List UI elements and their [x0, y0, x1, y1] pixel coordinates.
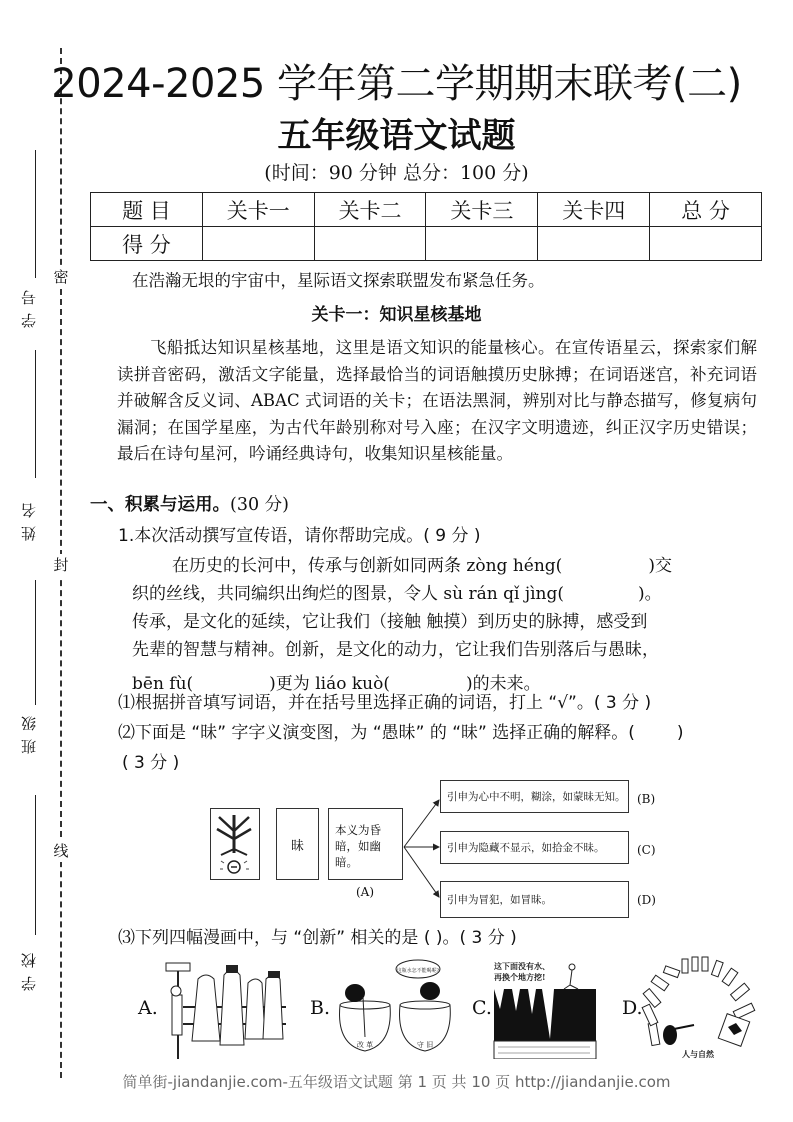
page-footer-watermark: 简单街-jiandanjie.com-五年级语文试题 第 1 页 共 10 页 http://jiandanjie.com: [122, 1073, 671, 1091]
branch-meaning-d: 引申为冒犯，如冒昧。: [440, 881, 629, 918]
mei-evolution-diagram: [200, 775, 680, 925]
name-label: 姓名: [20, 495, 38, 541]
school-line[interactable]: [35, 795, 36, 935]
branch-label-c: (C): [637, 843, 656, 857]
svg-text:这下面没有水、: 这下面没有水、: [494, 961, 550, 971]
comic-label-b: B.: [310, 997, 331, 1019]
header-cell: 总 分: [650, 193, 762, 227]
score-cell[interactable]: [538, 227, 650, 261]
passage-text: )的未来。: [465, 674, 541, 694]
name-line[interactable]: [35, 350, 36, 478]
school-label: 学校: [20, 945, 38, 991]
question1-passage: [132, 552, 754, 698]
question1-prompt: 1.本次活动撰写宣传语，请你帮助完成。( 9 分 ): [118, 526, 481, 546]
passage-text: )更为 liáo kuò(: [269, 674, 390, 694]
class-label: 班级: [20, 708, 38, 754]
intro-text: 在浩瀚无垠的宇宙中，星际语文探索联盟发布紧急任务。: [132, 271, 545, 290]
passage-text: bēn fù(: [132, 674, 194, 694]
header-cell: 关卡三: [426, 193, 538, 227]
header-cell: 关卡二: [314, 193, 426, 227]
score-table: [90, 192, 762, 261]
origin-label: (A): [356, 885, 375, 899]
comic-label-d: D.: [622, 997, 643, 1019]
comic-label-c: C.: [472, 997, 492, 1019]
exam-subtitle: 五年级语文试题: [277, 116, 516, 156]
header-cell: 关卡四: [538, 193, 650, 227]
branch-meaning-c: 引申为隐藏不显示，如拾金不昧。: [440, 831, 629, 864]
passage-text: 在历史的长河中，传承与创新如同两条 zòng héng(: [172, 556, 563, 576]
class-line[interactable]: [35, 580, 36, 705]
branch-label-d: (D): [637, 893, 656, 907]
comic-b-image[interactable]: [330, 957, 455, 1066]
score-table-score-row: [91, 227, 762, 261]
part1-points: (30 分): [230, 495, 289, 515]
comic-options: [130, 955, 770, 1065]
comic-label-a: A.: [138, 997, 158, 1019]
row-label: 得 分: [91, 227, 203, 261]
level1-title: 关卡一：知识星核基地: [311, 305, 482, 325]
comic-d-image[interactable]: [638, 955, 758, 1064]
svg-text:改 革: 改 革: [356, 1041, 374, 1049]
svg-text:这瓶水怎不能喝呢?: 这瓶水怎不能喝呢?: [396, 968, 440, 974]
modern-glyph-box: 昧: [276, 808, 319, 880]
passage-text: )。: [638, 584, 662, 604]
level1-description: 飞船抵达知识星核基地，这里是语文知识的能量核心。在宣传语星云，探索家们解读拼音密码，激活文字能量，选择最恰当的词语触摸历史脉搏；在词语迷宫，补充词语并破解含反义词、ABAC 式词语的关卡；在语法黑洞，辨别对比与静态描写，修复病句漏洞；在国学星座，为古代年龄别称对号入座；在汉字文明遗迹，纠正汉字历史错误；最后在诗句星河，吟诵经典诗句，收集知识星核能量。: [117, 338, 757, 463]
seal-char-feng: 封: [53, 556, 69, 574]
subquestion-2: [118, 720, 684, 746]
subquestion-2-points: ( 3 分 ): [122, 753, 180, 773]
comic-c-image[interactable]: [492, 959, 597, 1063]
svg-text:再换个地方挖!: 再换个地方挖!: [494, 972, 546, 982]
exam-title: 2024-2025 学年第二学期期末联考(二): [51, 61, 742, 107]
score-cell[interactable]: [314, 227, 426, 261]
svg-text:人与自然: 人与自然: [682, 1049, 714, 1059]
header-cell: 关卡一: [202, 193, 314, 227]
svg-text:守 旧: 守 旧: [416, 1041, 434, 1049]
subquestion-1: ⑴根据拼音填写词语，并在括号里选择正确的词语，打上 “√”。( 3 分 ): [118, 693, 652, 713]
student-id-label: 学号: [20, 282, 38, 328]
subquestion-2-text: ⑵下面是 “昧” 字字义演变图，为 “愚昧” 的 “昧” 选择正确的解释。(: [118, 723, 635, 743]
passage-line-2: [132, 580, 754, 608]
header-cell: 题 目: [91, 193, 203, 227]
comic-a-image[interactable]: [158, 959, 288, 1063]
seal-char-xian: 线: [53, 842, 69, 860]
passage-text: 织的丝线，共同编织出绚烂的图景，令人 sù rán qǐ jìng(: [132, 584, 564, 604]
passage-line-3: 传承，是文化的延续，它让我们（接触 触摸）到历史的脉搏，感受到: [132, 612, 648, 632]
score-cell[interactable]: [202, 227, 314, 261]
passage-line-4: 先辈的智慧与精神。创新，是文化的动力，它让我们告别落后与愚昧，: [132, 640, 659, 660]
score-cell[interactable]: [426, 227, 538, 261]
seal-char-mi: 密: [53, 268, 69, 286]
part1-title: 一、积累与运用。: [90, 495, 230, 515]
branch-meaning-b: 引申为心中不明，糊涂，如蒙昧无知。: [440, 780, 629, 813]
passage-line-1: [132, 552, 754, 580]
score-table-header-row: [91, 193, 762, 227]
subquestion-3: ⑶下列四幅漫画中，与 “创新” 相关的是 ( )。( 3 分 ): [118, 928, 517, 948]
score-cell[interactable]: [650, 227, 762, 261]
subquestion-2-close: ): [676, 723, 684, 743]
passage-text: )交: [648, 556, 672, 576]
part1-heading: [90, 492, 289, 518]
exam-meta: (时间：90 分钟 总分：100 分): [264, 162, 529, 184]
branch-label-b: (B): [637, 792, 656, 806]
origin-meaning-box: 本义为昏暗，如幽暗。: [328, 808, 403, 880]
